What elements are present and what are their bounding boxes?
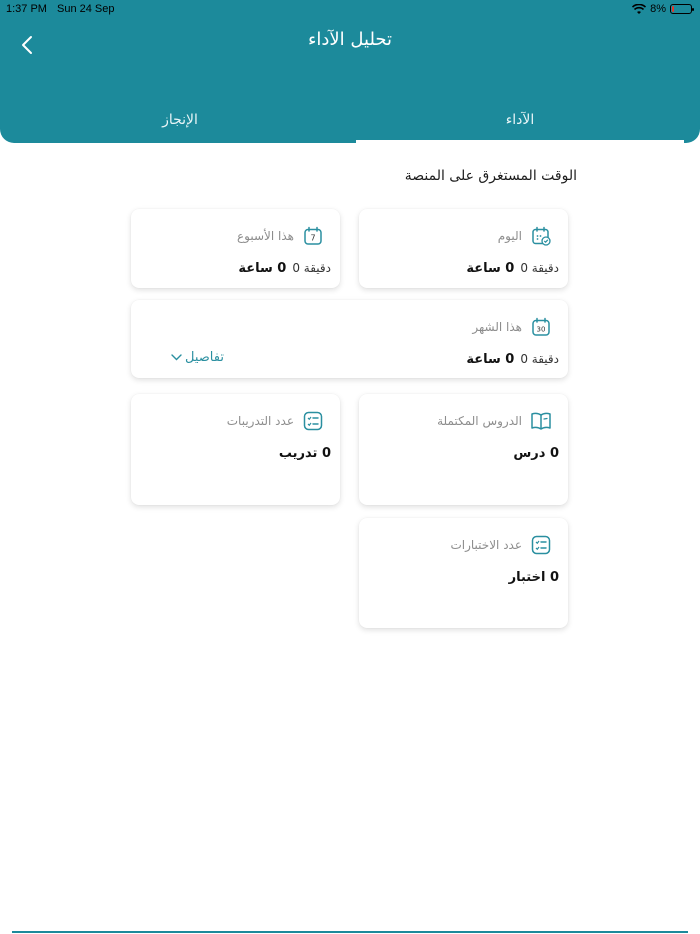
calendar-check-icon	[530, 225, 552, 247]
card-trainings-label: عدد التدريبات	[226, 414, 294, 428]
card-today	[359, 209, 568, 288]
card-lessons-label: الدروس المكتملة	[437, 414, 522, 428]
page-title: تحليل الآداء	[307, 29, 393, 50]
calendar-week-icon	[302, 225, 324, 247]
section-title: الوقت المستغرق على المنصة	[404, 168, 577, 184]
lessons-value: 0 درس	[513, 446, 559, 461]
week-hours: 0 ساعة	[238, 261, 287, 276]
month-minutes: دقيقة 0	[520, 352, 559, 366]
checklist-icon	[302, 410, 324, 432]
battery-percent: 8%	[650, 3, 666, 15]
month-icon-number: 30	[536, 325, 546, 334]
card-exams	[359, 518, 568, 628]
today-minutes: دقيقة 0	[520, 261, 559, 275]
tab-performance[interactable]: الآداء	[505, 112, 535, 128]
week-minutes: دقيقة 0	[292, 261, 331, 275]
month-hours: 0 ساعة	[466, 352, 515, 367]
book-icon	[530, 410, 552, 432]
bottom-divider	[12, 931, 688, 933]
status-right	[632, 3, 692, 15]
card-week	[131, 209, 340, 288]
checklist-icon	[530, 534, 552, 556]
card-lessons	[359, 394, 568, 505]
calendar-month-icon	[530, 316, 552, 338]
today-hours: 0 ساعة	[466, 261, 515, 276]
tab-active-indicator	[356, 140, 684, 143]
header-bar	[0, 0, 700, 143]
card-today-label: اليوم	[497, 229, 522, 243]
exams-value: 0 اختبار	[508, 570, 559, 585]
week-icon-number: 7	[310, 233, 316, 243]
status-time: 1:37 PM	[6, 3, 47, 15]
card-month	[131, 300, 568, 378]
card-week-label: هذا الأسبوع	[237, 229, 294, 243]
trainings-value: 0 تدريب	[278, 446, 331, 461]
tab-achievement[interactable]: الإنجاز	[162, 112, 198, 128]
chevron-down-icon	[171, 354, 182, 361]
battery-icon	[670, 4, 692, 14]
details-label: تفاصيل	[185, 350, 224, 365]
card-exams-label: عدد الاختبارات	[450, 538, 522, 552]
card-month-label: هذا الشهر	[472, 320, 522, 334]
card-trainings	[131, 394, 340, 505]
status-date: Sun 24 Sep	[57, 3, 115, 15]
details-button[interactable]	[171, 350, 224, 365]
wifi-icon	[632, 4, 646, 15]
status-bar	[0, 0, 700, 20]
